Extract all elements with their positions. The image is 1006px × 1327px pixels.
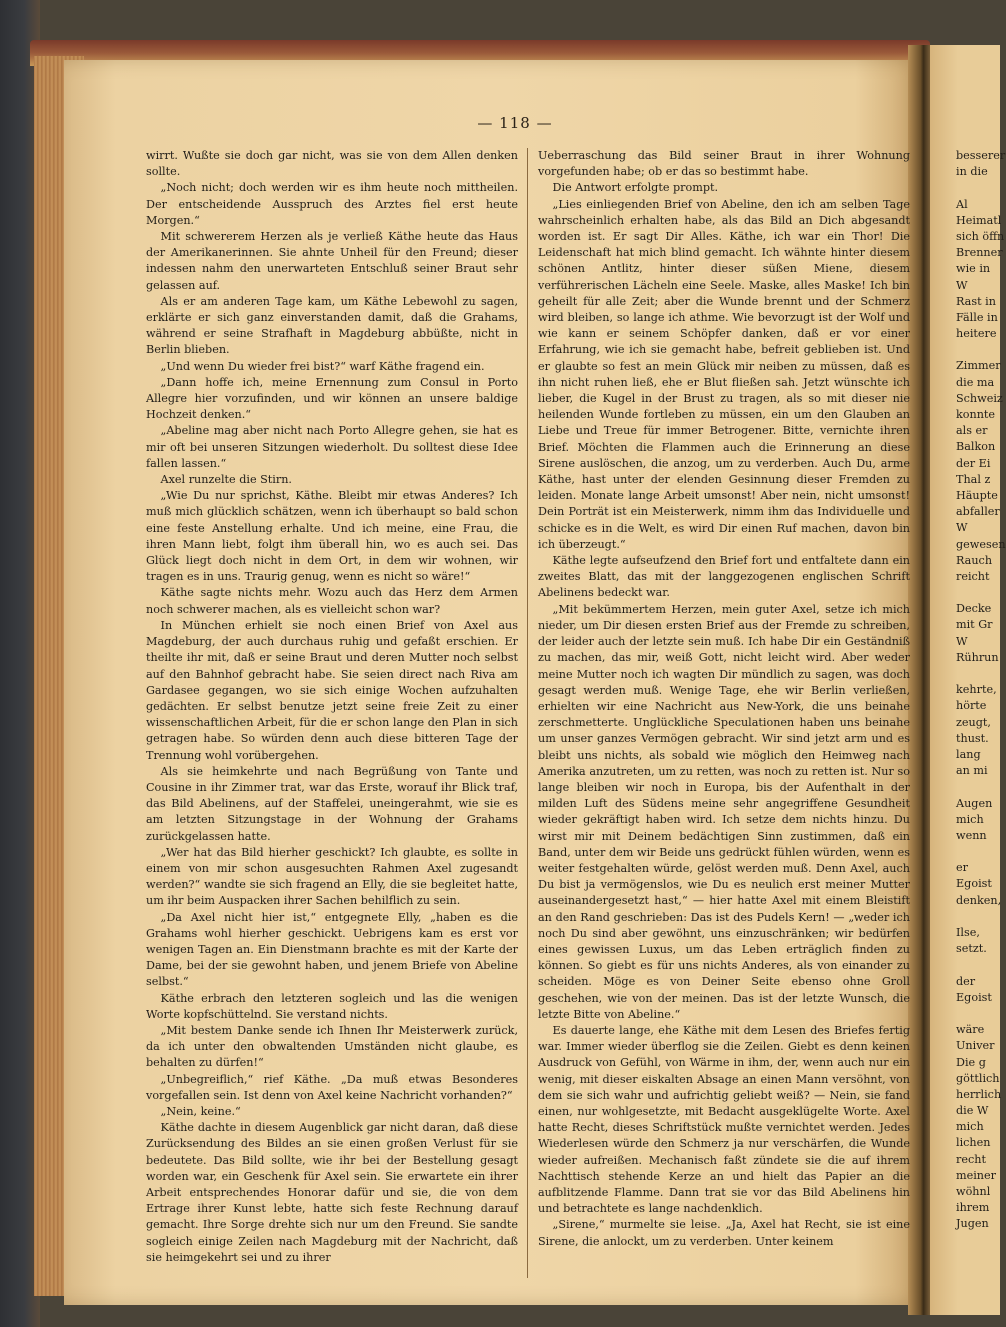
next-page-line: er <box>956 861 968 875</box>
next-page-line: die ma <box>956 375 995 389</box>
next-page-line: abfaller <box>956 505 1000 519</box>
paragraph: „Da Axel nicht hier ist,“ entgegnete Elly, „haben es die Grahams wohl hierher geschickt. Uebrigens kam es erst vor wenigen Tagen an. Ein Dienstmann brachte es mit der Karte der Dame, bei der sie gewohnt haben, und jenem Briefe von Abeline selbst.“ <box>146 910 518 989</box>
paragraph: wirrt. Wußte sie doch gar nicht, was sie von dem Allen denken sollte. <box>146 149 518 179</box>
next-page-line: Ilse, <box>956 926 980 939</box>
next-page-line: heitere <box>956 327 997 341</box>
next-page-line: ihrem <box>956 1201 990 1215</box>
next-page-line: konnte <box>956 408 996 421</box>
next-page-line: meiner <box>956 1168 996 1182</box>
next-page-line: Rast in <box>956 294 996 308</box>
paragraph: Ueberraschung das Bild seiner Braut in ihrer Wohnung vorgefunden habe; ob er das so bestimmt habe. <box>538 149 910 179</box>
paragraph: „Wie Du nur sprichst, Käthe. Bleibt mir etwas Anderes? Ich muß mich glücklich schätzen, wenn ich überhaupt so bald schon eine feste Anstellung erhalte. Und ich meine, eine Frau, die ihren Mann liebt, folgt ihm überall hin, wo es auch sei. Das Glück liegt doch nicht in dem Ort, in dem wir wohnen, wir tragen es in uns. Traurig genug, wenn es nicht so wäre!“ <box>146 489 518 584</box>
next-page-line: besserer <box>956 149 1006 162</box>
paragraph: „Mit bestem Danke sende ich Ihnen Ihr Meisterwerk zurück, da ich unter den obwaltenden Umständen nicht glaube, es behalten zu dürfen!“ <box>146 1023 518 1070</box>
paragraph: Die Antwort erfolgte prompt. <box>552 181 719 195</box>
next-page-line <box>956 1006 1000 1022</box>
paragraph: Es dauerte lange, ehe Käthe mit dem Lesen des Briefes fertig war. Immer wieder überflog sie die Zeilen. Giebt es denn keinen Ausdruck von Gefühl, von Wärme in ihm, der, wenn auch nur ein wenig, mit dieser eiskalten Absage an einen Mann versöhnt, von dem sie sich wahr und aufrichtig geliebt weiß? — Nein, sie fand einen, nur wohlgesetzte, mit Bedacht ausgeklügelte Worte. Axel hatte Recht, dieses Schriftstück mußte vernichtet werden. Jedes Wiederlesen würde den Schmerz ja nur verschärfen, die Wunde wieder aufreißen. Mechanisch faßt zündete sie die auf ihrem Nachttisch stehende Kerze an und hielt das Papier an die aufblitzende Flamme. Dann trat sie vor das Bild Abelinens hin und betrachtete es lange nachdenklich. <box>538 1023 910 1216</box>
next-page-line: Thal z <box>956 472 991 486</box>
next-page-line: Zimmer <box>956 359 1001 373</box>
paragraph: „Und wenn Du wieder frei bist?“ warf Käthe fragend ein. <box>160 359 485 373</box>
paragraph: „Lies einliegenden Brief von Abeline, den ich am selben Tage wahrscheinlich erhalten habe, als das Bild an Dich abgesandt worden ist. Er sagt Dir Alles. Käthe, ich war ein Thor! Die Leidenschaft hat mich blind gemacht. Ich wähnte hinter diesem schönen Antlitz, hinter dieser süßen Miene, diesem verführerischen Lächeln eine Seele. Maske, alles Maske! Ich bin geheilt für alle Zeit; aber die Wunde brennt und der Schmerz wird bleiben, so lange ich athme. Wie bevorzugt ist der Wolf und wie kann er seinem Schöpfer danken, daß er vor einer Erfahrung, wie ich sie gemacht habe, befreit geblieben ist. Und er glaubte so fest an mein Glück mir neiben zu müssen, daß es ihn nicht ruhen ließ, ehe er Blut fließen sah. Jetzt wünschte ich lieber, die Kugel in der Brust zu tragen, als so mit dieser nie heilenden Wunde fortleben zu müssen, ein um den Glauben an Liebe und Treue für immer Betrogener. Bitte, vernichte ihren Brief. Möchten die Flammen auch die Erinnerung an diese Sirene auslöschen, die anzog, um zu verderben. Auch Du, arme Käthe, hast unter der elenden Gesinnung dieser Fremden zu leiden. Monate lange Arbeit umsonst! Aber nein, nicht umsonst! Dein Porträt ist ein Meisterwerk, nimm ihm das Individuelle und schicke es in die Welt, es wird Dir einen Ruf machen, davon bin ich überzeugt.“ <box>538 197 910 551</box>
next-page-line: thust. <box>956 731 989 745</box>
paragraph: Axel runzelte die Stirn. <box>160 473 292 487</box>
paragraph: „Dann hoffe ich, meine Ernennung zum Consul in Porto Allegre hier vorzufinden, und wir können an unsere baldige Hochzeit denken.“ <box>146 375 518 422</box>
paragraph: Käthe legte aufseufzend den Brief fort und entfaltete dann ein zweites Blatt, das mit der langgezogenen englischen Schrift Abelinens bedeckt war. <box>538 554 910 600</box>
next-page-line: wöhnl <box>956 1185 991 1198</box>
next-page-line: Univer <box>956 1039 995 1053</box>
next-page-line: als er <box>956 424 988 438</box>
next-page-line: Rührun <box>956 650 999 664</box>
next-page-line: gewesen <box>956 537 1006 551</box>
next-page-line: W <box>956 634 968 648</box>
text-column-left <box>146 148 518 1266</box>
next-page-line: Fälle in <box>956 310 998 324</box>
next-page-line: denken, <box>956 893 1002 907</box>
paragraph: „Unbegreiflich,“ rief Käthe. „Da muß etwas Besonderes vorgefallen sein. Ist denn von Axel keine Nachricht vorhanden?“ <box>146 1072 518 1102</box>
next-page-line: wie in <box>956 262 991 276</box>
next-page-line <box>956 585 1000 601</box>
paragraph: In München erhielt sie noch einen Brief von Axel aus Magdeburg, der auch durchaus ruhig und gefaßt erschien. Er theilte ihr mit, daß er seine Braut und deren Mutter noch selbst auf den Bahnhof gebracht habe. Sie seien direct nach Riva am Gardasee gegangen, wo sie sich einige Wochen aufzuhalten gedächten. Er selbst benutze jetzt seine freie Zeit zu einer wissenschaftlichen Arbeit, für die er schon lange den Plan in sich getragen habe. So würden denn auch diese bitteren Tage der Trennung wohl vorübergehen. <box>146 618 518 762</box>
next-page-line: mich <box>956 1120 984 1134</box>
next-page-line: der Ei <box>956 456 991 470</box>
next-page-line: herrlich <box>956 1087 1002 1101</box>
next-page-line <box>956 666 1000 682</box>
next-page-line: reicht <box>956 569 990 583</box>
next-page-text-fragments <box>956 148 1006 1233</box>
paragraph: Als sie heimkehrte und nach Begrüßung von Tante und Cousine in ihr Zimmer trat, war das Erste, worauf ihr Blick traf, das Bild Abelinens, auf der Staffelei, uneingerahmt, wie sie es am letzten Sitzungstage in der Wohnung der Grahams zurückgelassen hatte. <box>146 764 518 843</box>
next-page-line: Jugen <box>956 1217 989 1231</box>
paragraph: „Sirene,“ murmelte sie leise. „Ja, Axel hat Recht, sie ist eine Sirene, die anlockt, um zu verderben. Unter keinem <box>538 1218 910 1248</box>
paragraph: „Noch nicht; doch werden wir es ihm heute noch mittheilen. Der entscheidende Ausspruch des Arztes fiel erst heute Morgen.“ <box>146 181 518 227</box>
paragraph: „Nein, keine.“ <box>160 1104 241 1118</box>
next-page-line <box>956 957 1000 973</box>
next-page-line: Rauch <box>956 553 993 567</box>
next-page-line: recht <box>956 1152 986 1166</box>
next-page-line <box>956 909 1000 925</box>
text-column-right <box>538 148 910 1250</box>
next-page-line: Balkon <box>956 440 996 454</box>
paragraph: Käthe dachte in diesem Augenblick gar nicht daran, daß diese Zurücksendung des Bildes an sie einen großen Verlust für sie bedeutete. Das Bild sollte, wie ihr bei der Bestellung gesagt worden war, ein Geschenk für Axel sein. Sie erwartete ein ihrer Arbeit entsprechendes Honorar dafür und sie, die von dem Ertrage ihrer Kunst lebte, hatte sich feste Rechnung darauf gemacht. Ihre Sorge drehte sich nur um den Freund. Sie sandte sogleich einige Zeilen nach Magdeburg mit der Nachricht, daß sie heimgekehrt sei und zu ihrer <box>146 1121 518 1264</box>
next-page-line: lang <box>956 747 981 761</box>
paragraph: „Wer hat das Bild hierher geschickt? Ich glaubte, es sollte in einem von mir schon ausgesuchten Rahmen Axel zugesandt werden?“ wandte sie sich fragend an Elly, die sie begleitet hatte, um ihr beim Auspacken ihrer Sachen behilflich zu sein. <box>146 845 518 908</box>
next-page-line: setzt. <box>956 942 987 956</box>
next-page-line: göttlich <box>956 1071 1000 1085</box>
paragraph: Als er am anderen Tage kam, um Käthe Lebewohl zu sagen, erklärte er sich ganz einverstanden damit, daß die Grahams, während er seine Strafhaft in Magdeburg abbüßte, nicht in Berlin blieben. <box>146 294 518 357</box>
next-page-line <box>956 779 1000 795</box>
page-number: — 118 — <box>477 114 553 132</box>
next-page-line: Egoist <box>956 990 992 1004</box>
next-page-line <box>956 342 1000 358</box>
next-page-line: Brenner <box>956 246 1003 260</box>
next-page-line: die W <box>956 1104 989 1118</box>
next-page-line: Häupte <box>956 488 998 502</box>
next-page-line: lichen <box>956 1136 991 1150</box>
next-page-line: an mi <box>956 764 988 778</box>
next-page-line: mit Gr <box>956 618 993 632</box>
next-page-line: hörte <box>956 699 987 713</box>
column-divider <box>527 148 528 1278</box>
next-page-line: in die <box>956 165 988 179</box>
paragraph: „Mit bekümmertem Herzen, mein guter Axel, setze ich mich nieder, um Dir diesen ersten Brief aus der Fremde zu schreiben, der leider auch der letzte sein muß. Ich habe Dir ein Geständniß zu machen, das mir, weiß Gott, nicht leicht wird. Aber weder meine Mutter noch ich wagten Dir mündlich zu sagen, was doch gesagt werden muß. Wenige Tage, ehe wir Berlin verließen, erhielten wir eine Nachricht aus New-York, die uns beinahe zerschmetterte. Unglückliche Speculationen haben uns beinahe um unser ganzes Vermögen gebracht. Wir sind jetzt arm und es bleibt uns nichts, als sobald wie möglich den Heimweg nach Amerika anzutreten, um zu retten, was noch zu retten ist. Nur so lange bleiben wir noch in Europa, bis der Aufenthalt in der milden Luft des Südens meine sehr angegriffene Gesundheit wieder gekräftigt haben wird. Ich setze dem nichts hinzu. Du wirst mir mit Deinem bedächtigen Sinn zustimmen, daß ein Band, unter dem wir Beide uns gedrückt fühlen würden, wenn es weiter festgehalten würde, gelöst werden muß. Denn Axel, auch Du bist ja vermögenslos, wie Du es neulich erst meiner Mutter auseinandergesetzt hast,“ — hier hatte Axel mit einem Bleistift an den Rand geschrieben: Das ist des Pudels Kern! — „weder ich noch Du sind aber gewöhnt, uns einzuschränken; wir bedürfen eines gewissen Luxus, um das Leben erträglich finden zu können. So giebt es für uns nichts Anderes, als von einander zu scheiden. Möge es von Deiner Seite ebenso ohne Groll geschehen, wie von der meinen. Das ist der letzte Wunsch, die letzte Bitte von Abeline.“ <box>538 602 910 1021</box>
next-page-line: wenn <box>956 828 987 842</box>
next-page-line <box>956 844 1000 860</box>
paragraph: Käthe sagte nichts mehr. Wozu auch das Herz dem Armen noch schwerer machen, als es vielleicht schon war? <box>146 586 518 616</box>
next-page-line: Die g <box>956 1055 986 1069</box>
paragraph: Käthe erbrach den letzteren sogleich und las die wenigen Worte kopfschüttelnd. Sie verstand nichts. <box>146 991 518 1021</box>
next-page-line: mich <box>956 812 984 826</box>
next-page-line: Al <box>956 197 968 211</box>
next-page-line: wäre <box>956 1023 985 1037</box>
next-page-line: Augen <box>956 796 993 810</box>
next-page-line: Egoist <box>956 877 992 891</box>
next-page-line: Decke <box>956 602 992 616</box>
next-page-line: W <box>956 278 968 292</box>
next-page-line <box>956 180 1000 196</box>
next-page-line: W <box>956 521 968 535</box>
next-page-line: zeugt, <box>956 715 991 729</box>
paragraph: „Abeline mag aber nicht nach Porto Allegre gehen, sie hat es mir oft bei unseren Sitzungen wiederholt. Du solltest diese Idee fallen lassen.“ <box>146 424 518 470</box>
next-page-line: Heimatl <box>956 213 1002 227</box>
next-page-line: kehrte, <box>956 683 997 697</box>
next-page-line: Schweiz <box>956 391 1003 405</box>
paragraph: Mit schwererem Herzen als je verließ Käthe heute das Haus der Amerikanerinnen. Sie ahnte Unheil für den Freund; dieser indessen nahm den unerwarteten Entschluß seiner Braut sehr gelassen auf. <box>146 230 518 292</box>
next-page-line: der <box>956 974 976 988</box>
next-page-line: sich öffn <box>956 229 1005 243</box>
